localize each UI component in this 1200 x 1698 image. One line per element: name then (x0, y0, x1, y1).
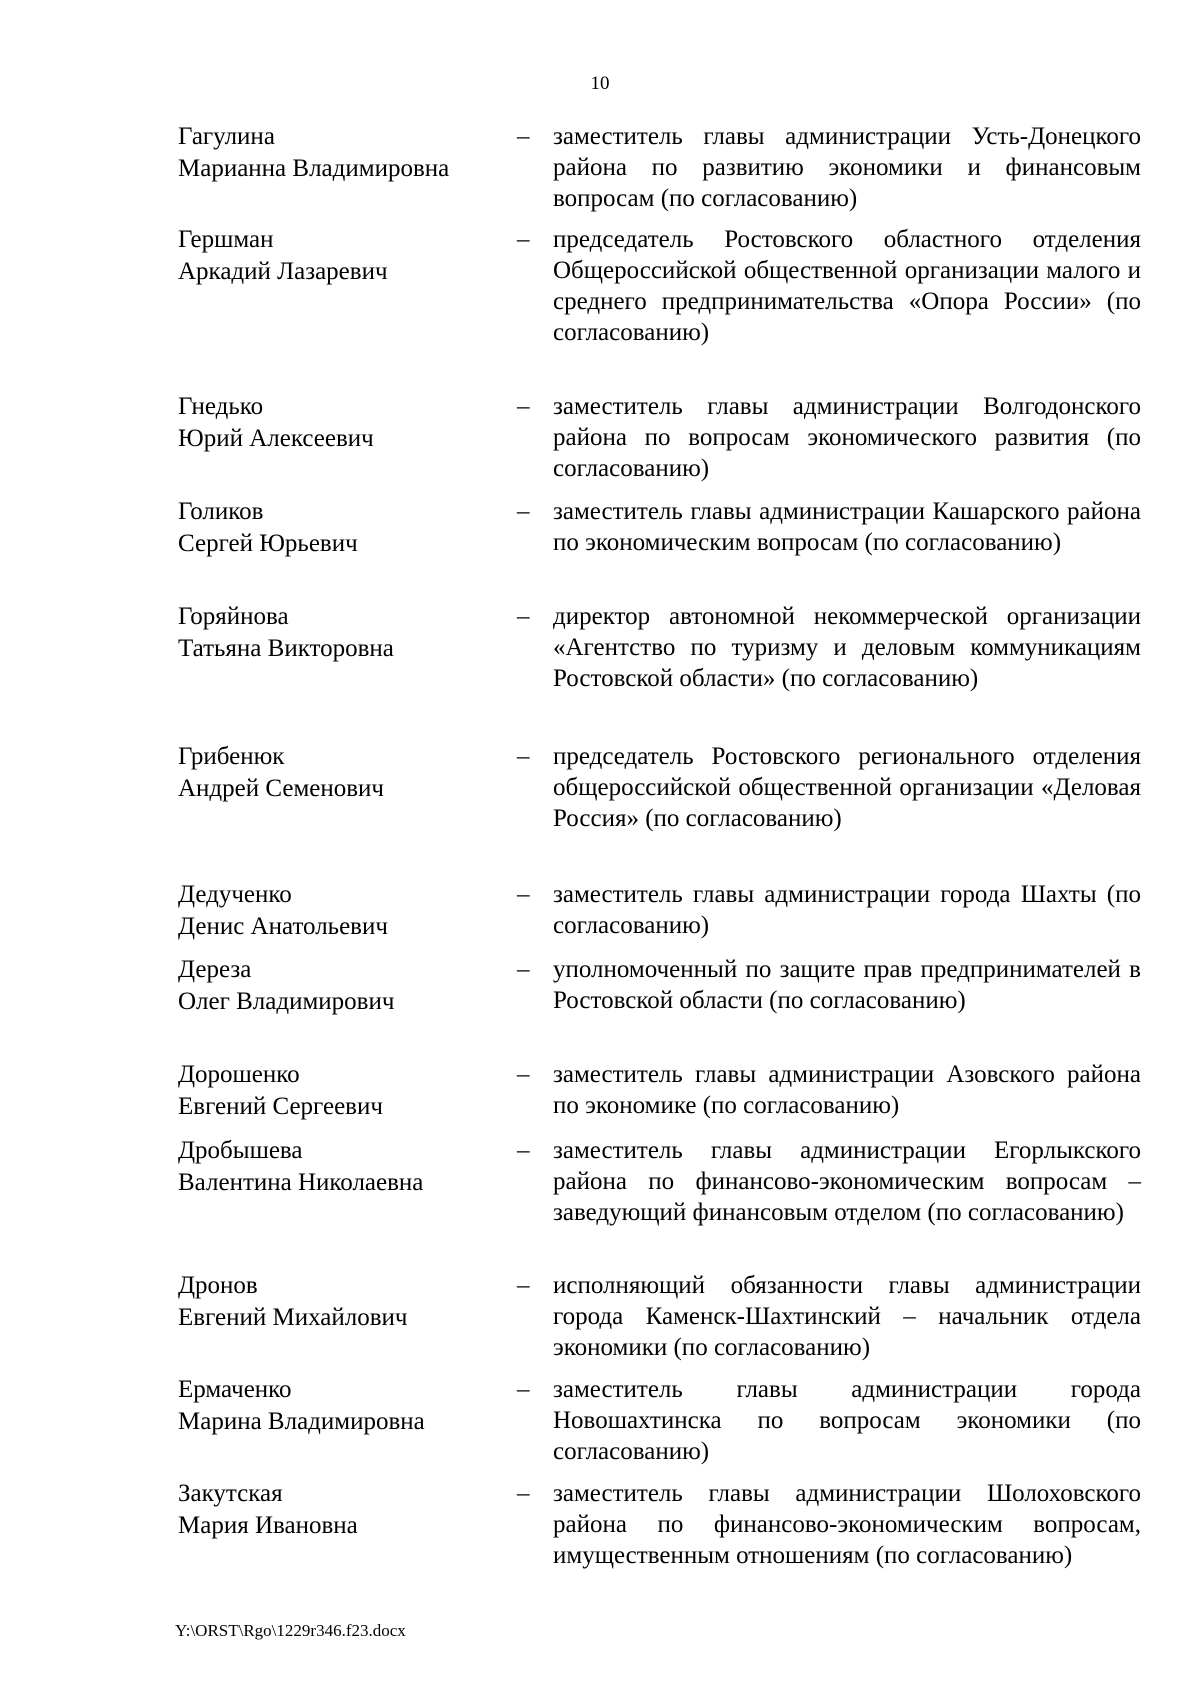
surname: Горяйнова (178, 603, 289, 630)
position-description: председатель Ростовского областного отделения Общероссийской общественной организации малого и среднего предпринимательства «Опора России» (по согласованию) (553, 226, 1141, 346)
dash-separator: – (517, 881, 530, 908)
surname: Дедученко (178, 881, 292, 908)
given-names: Татьяна Викторовна (178, 635, 394, 662)
position-description: заместитель главы администрации Усть-Донецкого района по развитию экономики и финансовым вопросам (по согласованию) (553, 123, 1141, 212)
person-name (178, 121, 508, 185)
position-description: директор автономной некоммерческой организации «Агентство по туризму и деловым коммуникациям Ростовской области» (по согласованию) (553, 603, 1141, 692)
given-names: Аркадий Лазаревич (178, 258, 388, 285)
file-path-footer: Y:\ORST\Rgo\1229r346.f23.docx (175, 1621, 406, 1640)
given-names: Юрий Алексеевич (178, 425, 374, 452)
dash-separator: – (517, 956, 530, 983)
surname: Голиков (178, 498, 264, 525)
dash-separator: – (517, 1480, 530, 1507)
given-names: Евгений Сергеевич (178, 1093, 383, 1120)
person-name (178, 954, 508, 1018)
dash-separator: – (517, 1137, 530, 1164)
given-names: Мария Ивановна (178, 1512, 358, 1539)
person-name (178, 1270, 508, 1334)
surname: Дорошенко (178, 1061, 300, 1088)
position-description: председатель Ростовского регионального отделения общероссийской общественной организации «Деловая Россия» (по согласованию) (553, 743, 1141, 832)
person-name (178, 1478, 508, 1542)
position-description: заместитель главы администрации города Новошахтинска по вопросам экономики (по согласованию) (553, 1376, 1141, 1465)
given-names: Марианна Владимировна (178, 155, 450, 182)
surname: Гершман (178, 226, 274, 253)
dash-separator: – (517, 1376, 530, 1403)
person-name (178, 879, 508, 943)
position-description: заместитель главы администрации Азовского района по экономике (по согласованию) (553, 1061, 1141, 1119)
given-names: Марина Владимировна (178, 1408, 425, 1435)
position-description: заместитель главы администрации Волгодонского района по вопросам экономического развития (по согласованию) (553, 393, 1141, 482)
surname: Гнедько (178, 393, 264, 420)
given-names: Валентина Николаевна (178, 1169, 424, 1196)
person-name (178, 391, 508, 455)
dash-separator: – (517, 603, 530, 630)
surname: Дробышева (178, 1137, 303, 1164)
person-name (178, 224, 508, 288)
position-description: заместитель главы администрации города Шахты (по согласованию) (553, 881, 1141, 939)
given-names: Денис Анатольевич (178, 913, 388, 940)
surname: Дереза (178, 956, 252, 983)
given-names: Сергей Юрьевич (178, 530, 358, 557)
given-names: Андрей Семенович (178, 775, 385, 802)
surname: Дронов (178, 1272, 258, 1299)
surname: Ермаченко (178, 1376, 292, 1403)
dash-separator: – (517, 123, 530, 150)
person-name (178, 741, 508, 805)
position-description: заместитель главы администрации Шолоховского района по финансово-экономическим вопросам, имущественным отношениям (по согласованию) (553, 1480, 1141, 1569)
dash-separator: – (517, 498, 530, 525)
dash-separator: – (517, 393, 530, 420)
dash-separator: – (517, 1272, 530, 1299)
dash-separator: – (517, 743, 530, 770)
person-name (178, 1135, 508, 1199)
surname: Закутская (178, 1480, 283, 1507)
position-description: заместитель главы администрации Егорлыкского района по финансово-экономическим вопросам – заведующий финансовым отделом (по согласованию) (553, 1137, 1141, 1226)
page-number: 10 (590, 73, 610, 94)
surname: Гагулина (178, 123, 275, 150)
given-names: Олег Владимирович (178, 988, 395, 1015)
person-name (178, 601, 508, 665)
position-description: уполномоченный по защите прав предпринимателей в Ростовской области (по согласованию) (553, 956, 1141, 1014)
dash-separator: – (517, 226, 530, 253)
person-name (178, 1059, 508, 1123)
given-names: Евгений Михайлович (178, 1304, 408, 1331)
dash-separator: – (517, 1061, 530, 1088)
surname: Грибенюк (178, 743, 285, 770)
position-description: исполняющий обязанности главы администрации города Каменск-Шахтинский – начальник отдела экономики (по согласованию) (553, 1272, 1141, 1361)
position-description: заместитель главы администрации Кашарского района по экономическим вопросам (по согласованию) (553, 498, 1141, 556)
person-name (178, 496, 508, 560)
person-name (178, 1374, 508, 1438)
